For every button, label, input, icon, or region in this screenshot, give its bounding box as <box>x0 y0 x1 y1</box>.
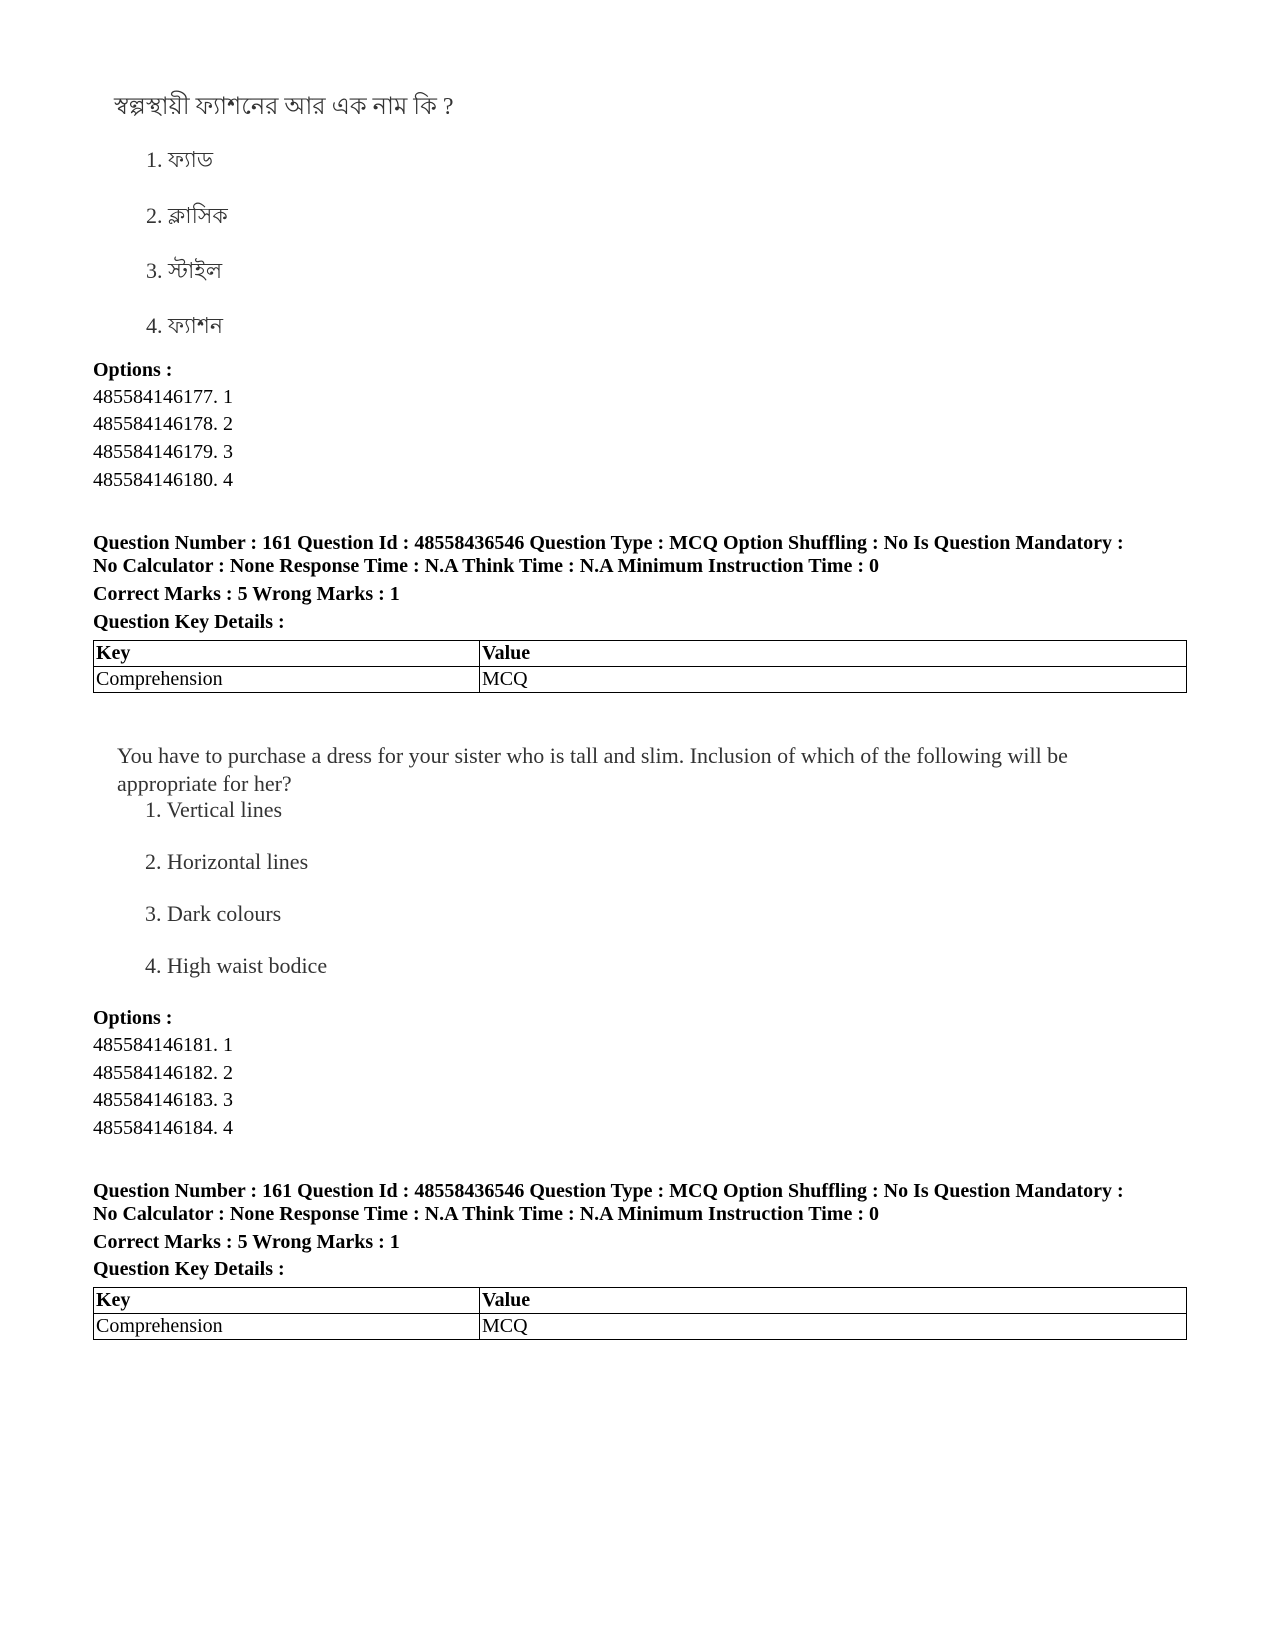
choice-item: 4. ফ্যাশন <box>146 313 223 338</box>
question-text: স্বল্পস্থায়ী ফ্যাশনের আর এক নাম কি ? <box>114 94 454 120</box>
marks-line: Correct Marks : 5 Wrong Marks : 1 <box>93 583 400 605</box>
choice-item: 1. Vertical lines <box>145 797 283 822</box>
table-cell: MCQ <box>480 667 1187 693</box>
marks-line: Correct Marks : 5 Wrong Marks : 1 <box>93 1231 400 1253</box>
choice-item: 2. Horizontal lines <box>145 849 309 874</box>
options-label: Options : <box>93 1007 173 1029</box>
table-header-cell: Key <box>94 1288 480 1314</box>
table-header-cell: Value <box>480 641 1187 667</box>
table-row <box>94 1314 1187 1340</box>
key-details-table <box>93 640 1187 693</box>
table-cell: Comprehension <box>94 1314 480 1340</box>
option-line: 485584146178. 2 <box>93 413 233 435</box>
table-row <box>94 667 1187 693</box>
question-meta-line: Question Number : 161 Question Id : 48558436546 Question Type : MCQ Option Shuffling : No Is Question Mandatory : <box>93 1180 1124 1202</box>
option-line: 485584146183. 3 <box>93 1089 233 1111</box>
option-line: 485584146177. 1 <box>93 386 233 408</box>
option-line: 485584146180. 4 <box>93 469 233 491</box>
choice-item: 2. ক্লাসিক <box>146 203 228 228</box>
choice-item: 1. ফ্যাড <box>146 147 214 172</box>
key-details-table <box>93 1287 1187 1340</box>
table-header-row <box>94 641 1187 667</box>
table-header-cell: Key <box>94 641 480 667</box>
table-cell: MCQ <box>480 1314 1187 1340</box>
table-cell: Comprehension <box>94 667 480 693</box>
key-details-label: Question Key Details : <box>93 611 285 633</box>
table-header-cell: Value <box>480 1288 1187 1314</box>
option-line: 485584146184. 4 <box>93 1117 233 1139</box>
question-meta-line: No Calculator : None Response Time : N.A Think Time : N.A Minimum Instruction Time : 0 <box>93 555 879 577</box>
option-line: 485584146181. 1 <box>93 1034 233 1056</box>
option-line: 485584146182. 2 <box>93 1062 233 1084</box>
option-line: 485584146179. 3 <box>93 441 233 463</box>
choice-item: 3. স্টাইল <box>146 258 223 283</box>
question-text: You have to purchase a dress for your sister who is tall and slim. Inclusion of which of the following will be appropriate for her? <box>117 743 1068 796</box>
choice-item: 4. High waist bodice <box>145 953 328 978</box>
choice-item: 3. Dark colours <box>145 901 282 926</box>
table-header-row <box>94 1288 1187 1314</box>
key-details-label: Question Key Details : <box>93 1258 285 1280</box>
question-meta-line: No Calculator : None Response Time : N.A Think Time : N.A Minimum Instruction Time : 0 <box>93 1203 879 1225</box>
question-meta-line: Question Number : 161 Question Id : 48558436546 Question Type : MCQ Option Shuffling : No Is Question Mandatory : <box>93 532 1124 554</box>
options-label: Options : <box>93 359 173 381</box>
